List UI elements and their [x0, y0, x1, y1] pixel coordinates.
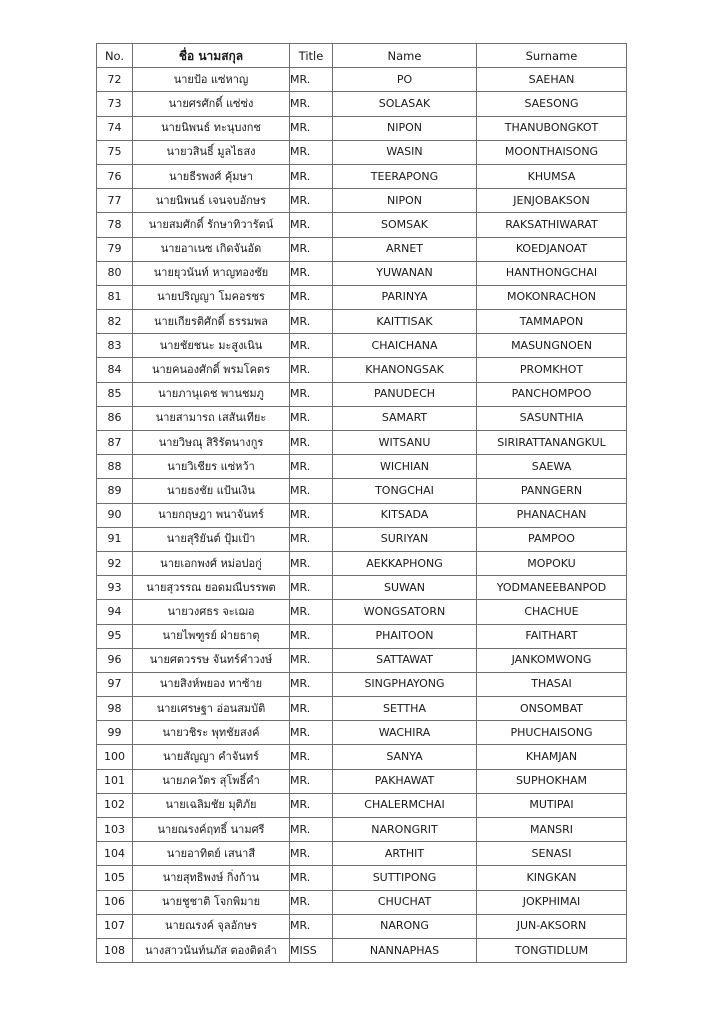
row-number: 106 — [97, 890, 133, 914]
header-title: Title — [290, 44, 333, 68]
thai-full-name: นายธีรพงศ์ คุ้มษา — [133, 164, 290, 188]
row-number: 99 — [97, 721, 133, 745]
title-cell: MR. — [290, 164, 333, 188]
given-name: SUWAN — [333, 576, 477, 600]
surname-cell: SAESONG — [477, 92, 627, 116]
surname-cell: KHUMSA — [477, 164, 627, 188]
given-name: CHALERMCHAI — [333, 793, 477, 817]
row-number: 91 — [97, 527, 133, 551]
thai-full-name: นายอาเนซ เกิดจันอัด — [133, 237, 290, 261]
thai-full-name: นายคนองศักดิ์ พรมโคตร — [133, 358, 290, 382]
table-row — [97, 431, 627, 455]
table-row — [97, 551, 627, 575]
table-header-row — [97, 44, 627, 68]
row-number: 82 — [97, 310, 133, 334]
given-name: PANUDECH — [333, 382, 477, 406]
surname-cell: PANCHOMPOO — [477, 382, 627, 406]
row-number: 90 — [97, 503, 133, 527]
row-number: 86 — [97, 406, 133, 430]
table-row — [97, 914, 627, 938]
title-cell: MR. — [290, 479, 333, 503]
title-cell: MR. — [290, 140, 333, 164]
given-name: KHANONGSAK — [333, 358, 477, 382]
given-name: CHAICHANA — [333, 334, 477, 358]
row-number: 104 — [97, 842, 133, 866]
thai-full-name: นายอาทิตย์ เสนาสี — [133, 842, 290, 866]
table-row — [97, 406, 627, 430]
table-row — [97, 890, 627, 914]
given-name: SETTHA — [333, 697, 477, 721]
table-row — [97, 818, 627, 842]
surname-cell: MOONTHAISONG — [477, 140, 627, 164]
given-name: WONGSATORN — [333, 600, 477, 624]
title-cell: MR. — [290, 818, 333, 842]
table-row — [97, 358, 627, 382]
row-number: 85 — [97, 382, 133, 406]
row-number: 81 — [97, 285, 133, 309]
row-number: 79 — [97, 237, 133, 261]
table-row — [97, 769, 627, 793]
surname-cell: KINGKAN — [477, 866, 627, 890]
row-number: 98 — [97, 697, 133, 721]
given-name: SAMART — [333, 406, 477, 430]
surname-cell: MOPOKU — [477, 551, 627, 575]
surname-cell: JOKPHIMAI — [477, 890, 627, 914]
row-number: 94 — [97, 600, 133, 624]
title-cell: MR. — [290, 600, 333, 624]
thai-full-name: นายภควัตร สุโพธิ์คำ — [133, 769, 290, 793]
given-name: YUWANAN — [333, 261, 477, 285]
title-cell: MR. — [290, 624, 333, 648]
title-cell: MR. — [290, 745, 333, 769]
title-cell: MR. — [290, 890, 333, 914]
title-cell: MR. — [290, 382, 333, 406]
row-number: 75 — [97, 140, 133, 164]
surname-cell: JANKOMWONG — [477, 648, 627, 672]
row-number: 83 — [97, 334, 133, 358]
surname-cell: FAITHART — [477, 624, 627, 648]
given-name: NIPON — [333, 189, 477, 213]
surname-cell: THANUBONGKOT — [477, 116, 627, 140]
thai-full-name: นายภานุเดช พานชมภู — [133, 382, 290, 406]
title-cell: MR. — [290, 793, 333, 817]
title-cell: MR. — [290, 672, 333, 696]
thai-full-name: นายวิษณุ สิริรัตนางกูร — [133, 431, 290, 455]
title-cell: MR. — [290, 406, 333, 430]
thai-full-name: นายวชิระ พุทชัยสงค์ — [133, 721, 290, 745]
thai-full-name: นายวิเชียร แซ่หว้า — [133, 455, 290, 479]
title-cell: MR. — [290, 116, 333, 140]
title-cell: MR. — [290, 285, 333, 309]
surname-cell: PANNGERN — [477, 479, 627, 503]
surname-cell: CHACHUE — [477, 600, 627, 624]
table-row — [97, 285, 627, 309]
surname-cell: PROMKHOT — [477, 358, 627, 382]
title-cell: MISS — [290, 938, 333, 962]
table-row — [97, 745, 627, 769]
thai-full-name: นายณรงค์ จุลอักษร — [133, 914, 290, 938]
row-number: 73 — [97, 92, 133, 116]
table-row — [97, 866, 627, 890]
title-cell: MR. — [290, 431, 333, 455]
surname-cell: PAMPOO — [477, 527, 627, 551]
table-row — [97, 793, 627, 817]
given-name: SATTAWAT — [333, 648, 477, 672]
title-cell: MR. — [290, 866, 333, 890]
given-name: SANYA — [333, 745, 477, 769]
table-row — [97, 310, 627, 334]
table-row — [97, 92, 627, 116]
row-number: 108 — [97, 938, 133, 962]
title-cell: MR. — [290, 842, 333, 866]
surname-cell: SUPHOKHAM — [477, 769, 627, 793]
thai-full-name: นายชูชาติ โจกพิมาย — [133, 890, 290, 914]
title-cell: MR. — [290, 189, 333, 213]
surname-cell: SASUNTHIA — [477, 406, 627, 430]
given-name: PARINYA — [333, 285, 477, 309]
given-name: CHUCHAT — [333, 890, 477, 914]
row-number: 97 — [97, 672, 133, 696]
title-cell: MR. — [290, 213, 333, 237]
title-cell: MR. — [290, 648, 333, 672]
given-name: WACHIRA — [333, 721, 477, 745]
row-number: 103 — [97, 818, 133, 842]
table-row — [97, 721, 627, 745]
title-cell: MR. — [290, 721, 333, 745]
table-row — [97, 334, 627, 358]
given-name: WITSANU — [333, 431, 477, 455]
given-name: WICHIAN — [333, 455, 477, 479]
table-row — [97, 261, 627, 285]
given-name: SOLASAK — [333, 92, 477, 116]
given-name: AEKKAPHONG — [333, 551, 477, 575]
table-row — [97, 672, 627, 696]
title-cell: MR. — [290, 261, 333, 285]
given-name: NANNAPHAS — [333, 938, 477, 962]
given-name: PO — [333, 68, 477, 92]
table-row — [97, 140, 627, 164]
thai-full-name: นายกฤษฎา พนาจันทร์ — [133, 503, 290, 527]
title-cell: MR. — [290, 503, 333, 527]
title-cell: MR. — [290, 237, 333, 261]
title-cell: MR. — [290, 697, 333, 721]
title-cell: MR. — [290, 455, 333, 479]
thai-full-name: นายปริญญา โมคอรชร — [133, 285, 290, 309]
thai-full-name: นายนิพนธ์ ทะนุบงกช — [133, 116, 290, 140]
table-row — [97, 600, 627, 624]
surname-cell: JUN-AKSORN — [477, 914, 627, 938]
row-number: 93 — [97, 576, 133, 600]
row-number: 74 — [97, 116, 133, 140]
table-row — [97, 382, 627, 406]
given-name: KITSADA — [333, 503, 477, 527]
thai-full-name: นายศตวรรษ จันทร์คำวงษ์ — [133, 648, 290, 672]
given-name: TONGCHAI — [333, 479, 477, 503]
surname-cell: TONGTIDLUM — [477, 938, 627, 962]
row-number: 80 — [97, 261, 133, 285]
row-number: 76 — [97, 164, 133, 188]
table-row — [97, 68, 627, 92]
given-name: SURIYAN — [333, 527, 477, 551]
table-row — [97, 648, 627, 672]
title-cell: MR. — [290, 527, 333, 551]
thai-full-name: นายเศรษฐา อ่อนสมบัติ — [133, 697, 290, 721]
header-name: Name — [333, 44, 477, 68]
row-number: 96 — [97, 648, 133, 672]
given-name: ARNET — [333, 237, 477, 261]
given-name: NARONG — [333, 914, 477, 938]
thai-full-name: นายป้อ แซ่หาญ — [133, 68, 290, 92]
given-name: NARONGRIT — [333, 818, 477, 842]
row-number: 84 — [97, 358, 133, 382]
title-cell: MR. — [290, 358, 333, 382]
given-name: WASIN — [333, 140, 477, 164]
thai-full-name: นายวงศธร จะเฌอ — [133, 600, 290, 624]
table-row — [97, 842, 627, 866]
title-cell: MR. — [290, 576, 333, 600]
table-row — [97, 503, 627, 527]
table-row — [97, 116, 627, 140]
thai-full-name: นายศรศักดิ์ แซ่ซ่ง — [133, 92, 290, 116]
title-cell: MR. — [290, 334, 333, 358]
table-row — [97, 237, 627, 261]
row-number: 101 — [97, 769, 133, 793]
surname-cell: JENJOBAKSON — [477, 189, 627, 213]
given-name: SOMSAK — [333, 213, 477, 237]
surname-cell: SAEHAN — [477, 68, 627, 92]
row-number: 72 — [97, 68, 133, 92]
row-number: 87 — [97, 431, 133, 455]
row-number: 92 — [97, 551, 133, 575]
thai-full-name: นายไพฑูรย์ ฝ่ายธาตุ — [133, 624, 290, 648]
given-name: TEERAPONG — [333, 164, 477, 188]
table-row — [97, 938, 627, 962]
thai-full-name: นายเฉลิมชัย มุติภัย — [133, 793, 290, 817]
row-number: 77 — [97, 189, 133, 213]
thai-full-name: นายชัยชนะ มะสูงเนิน — [133, 334, 290, 358]
given-name: SUTTIPONG — [333, 866, 477, 890]
table-row — [97, 576, 627, 600]
header-surname: Surname — [477, 44, 627, 68]
thai-full-name: นายสามารถ เสสันเทียะ — [133, 406, 290, 430]
surname-cell: MANSRI — [477, 818, 627, 842]
surname-cell: MUTIPAI — [477, 793, 627, 817]
row-number: 95 — [97, 624, 133, 648]
thai-full-name: นายเอกพงศ์ หม่อปอกู่ — [133, 551, 290, 575]
row-number: 102 — [97, 793, 133, 817]
thai-full-name: นายสมศักดิ์ รักษาทิวารัตน์ — [133, 213, 290, 237]
table-row — [97, 697, 627, 721]
table-row — [97, 455, 627, 479]
thai-full-name: นายยุวนันท์ หาญทองชัย — [133, 261, 290, 285]
surname-cell: SIRIRATTANANGKUL — [477, 431, 627, 455]
thai-full-name: นายนิพนธ์ เจนจบอักษร — [133, 189, 290, 213]
row-number: 88 — [97, 455, 133, 479]
row-number: 78 — [97, 213, 133, 237]
row-number: 105 — [97, 866, 133, 890]
thai-full-name: นายสุวรรณ ยอดมณีบรรพต — [133, 576, 290, 600]
header-thai-name: ชื่อ นามสกุล — [133, 44, 290, 68]
thai-full-name: นายณรงค์ฤทธิ์ นามศรี — [133, 818, 290, 842]
given-name: NIPON — [333, 116, 477, 140]
title-cell: MR. — [290, 914, 333, 938]
table-row — [97, 189, 627, 213]
surname-cell: MOKONRACHON — [477, 285, 627, 309]
header-no: No. — [97, 44, 133, 68]
surname-cell: ONSOMBAT — [477, 697, 627, 721]
given-name: SINGPHAYONG — [333, 672, 477, 696]
surname-cell: RAKSATHIWARAT — [477, 213, 627, 237]
thai-full-name: นายเกียรติศักดิ์ ธรรมพล — [133, 310, 290, 334]
thai-full-name: นายสิงห์พยอง ทาซ้าย — [133, 672, 290, 696]
given-name: KAITTISAK — [333, 310, 477, 334]
title-cell: MR. — [290, 310, 333, 334]
surname-cell: KHAMJAN — [477, 745, 627, 769]
title-cell: MR. — [290, 68, 333, 92]
surname-cell: THASAI — [477, 672, 627, 696]
table-row — [97, 213, 627, 237]
thai-full-name: นายสัญญา คำจันทร์ — [133, 745, 290, 769]
surname-cell: SAEWA — [477, 455, 627, 479]
name-roster-table — [96, 43, 627, 963]
thai-full-name: นายธงชัย แป้นเงิน — [133, 479, 290, 503]
thai-full-name: นายสุทธิพงษ์ กิ่งก้าน — [133, 866, 290, 890]
row-number: 89 — [97, 479, 133, 503]
title-cell: MR. — [290, 551, 333, 575]
table-row — [97, 527, 627, 551]
surname-cell: SENASI — [477, 842, 627, 866]
table-row — [97, 624, 627, 648]
table-row — [97, 479, 627, 503]
thai-full-name: นางสาวนันท์นภัส ตองติดลำ — [133, 938, 290, 962]
row-number: 107 — [97, 914, 133, 938]
given-name: ARTHIT — [333, 842, 477, 866]
title-cell: MR. — [290, 92, 333, 116]
given-name: PHAITOON — [333, 624, 477, 648]
surname-cell: MASUNGNOEN — [477, 334, 627, 358]
thai-full-name: นายสุริยันต์ ปุ้มเป้า — [133, 527, 290, 551]
surname-cell: HANTHONGCHAI — [477, 261, 627, 285]
surname-cell: YODMANEEBANPOD — [477, 576, 627, 600]
title-cell: MR. — [290, 769, 333, 793]
thai-full-name: นายวสินธิ์ มูลไธสง — [133, 140, 290, 164]
table-body — [97, 68, 627, 963]
surname-cell: TAMMAPON — [477, 310, 627, 334]
surname-cell: PHANACHAN — [477, 503, 627, 527]
surname-cell: KOEDJANOAT — [477, 237, 627, 261]
given-name: PAKHAWAT — [333, 769, 477, 793]
surname-cell: PHUCHAISONG — [477, 721, 627, 745]
row-number: 100 — [97, 745, 133, 769]
table-row — [97, 164, 627, 188]
